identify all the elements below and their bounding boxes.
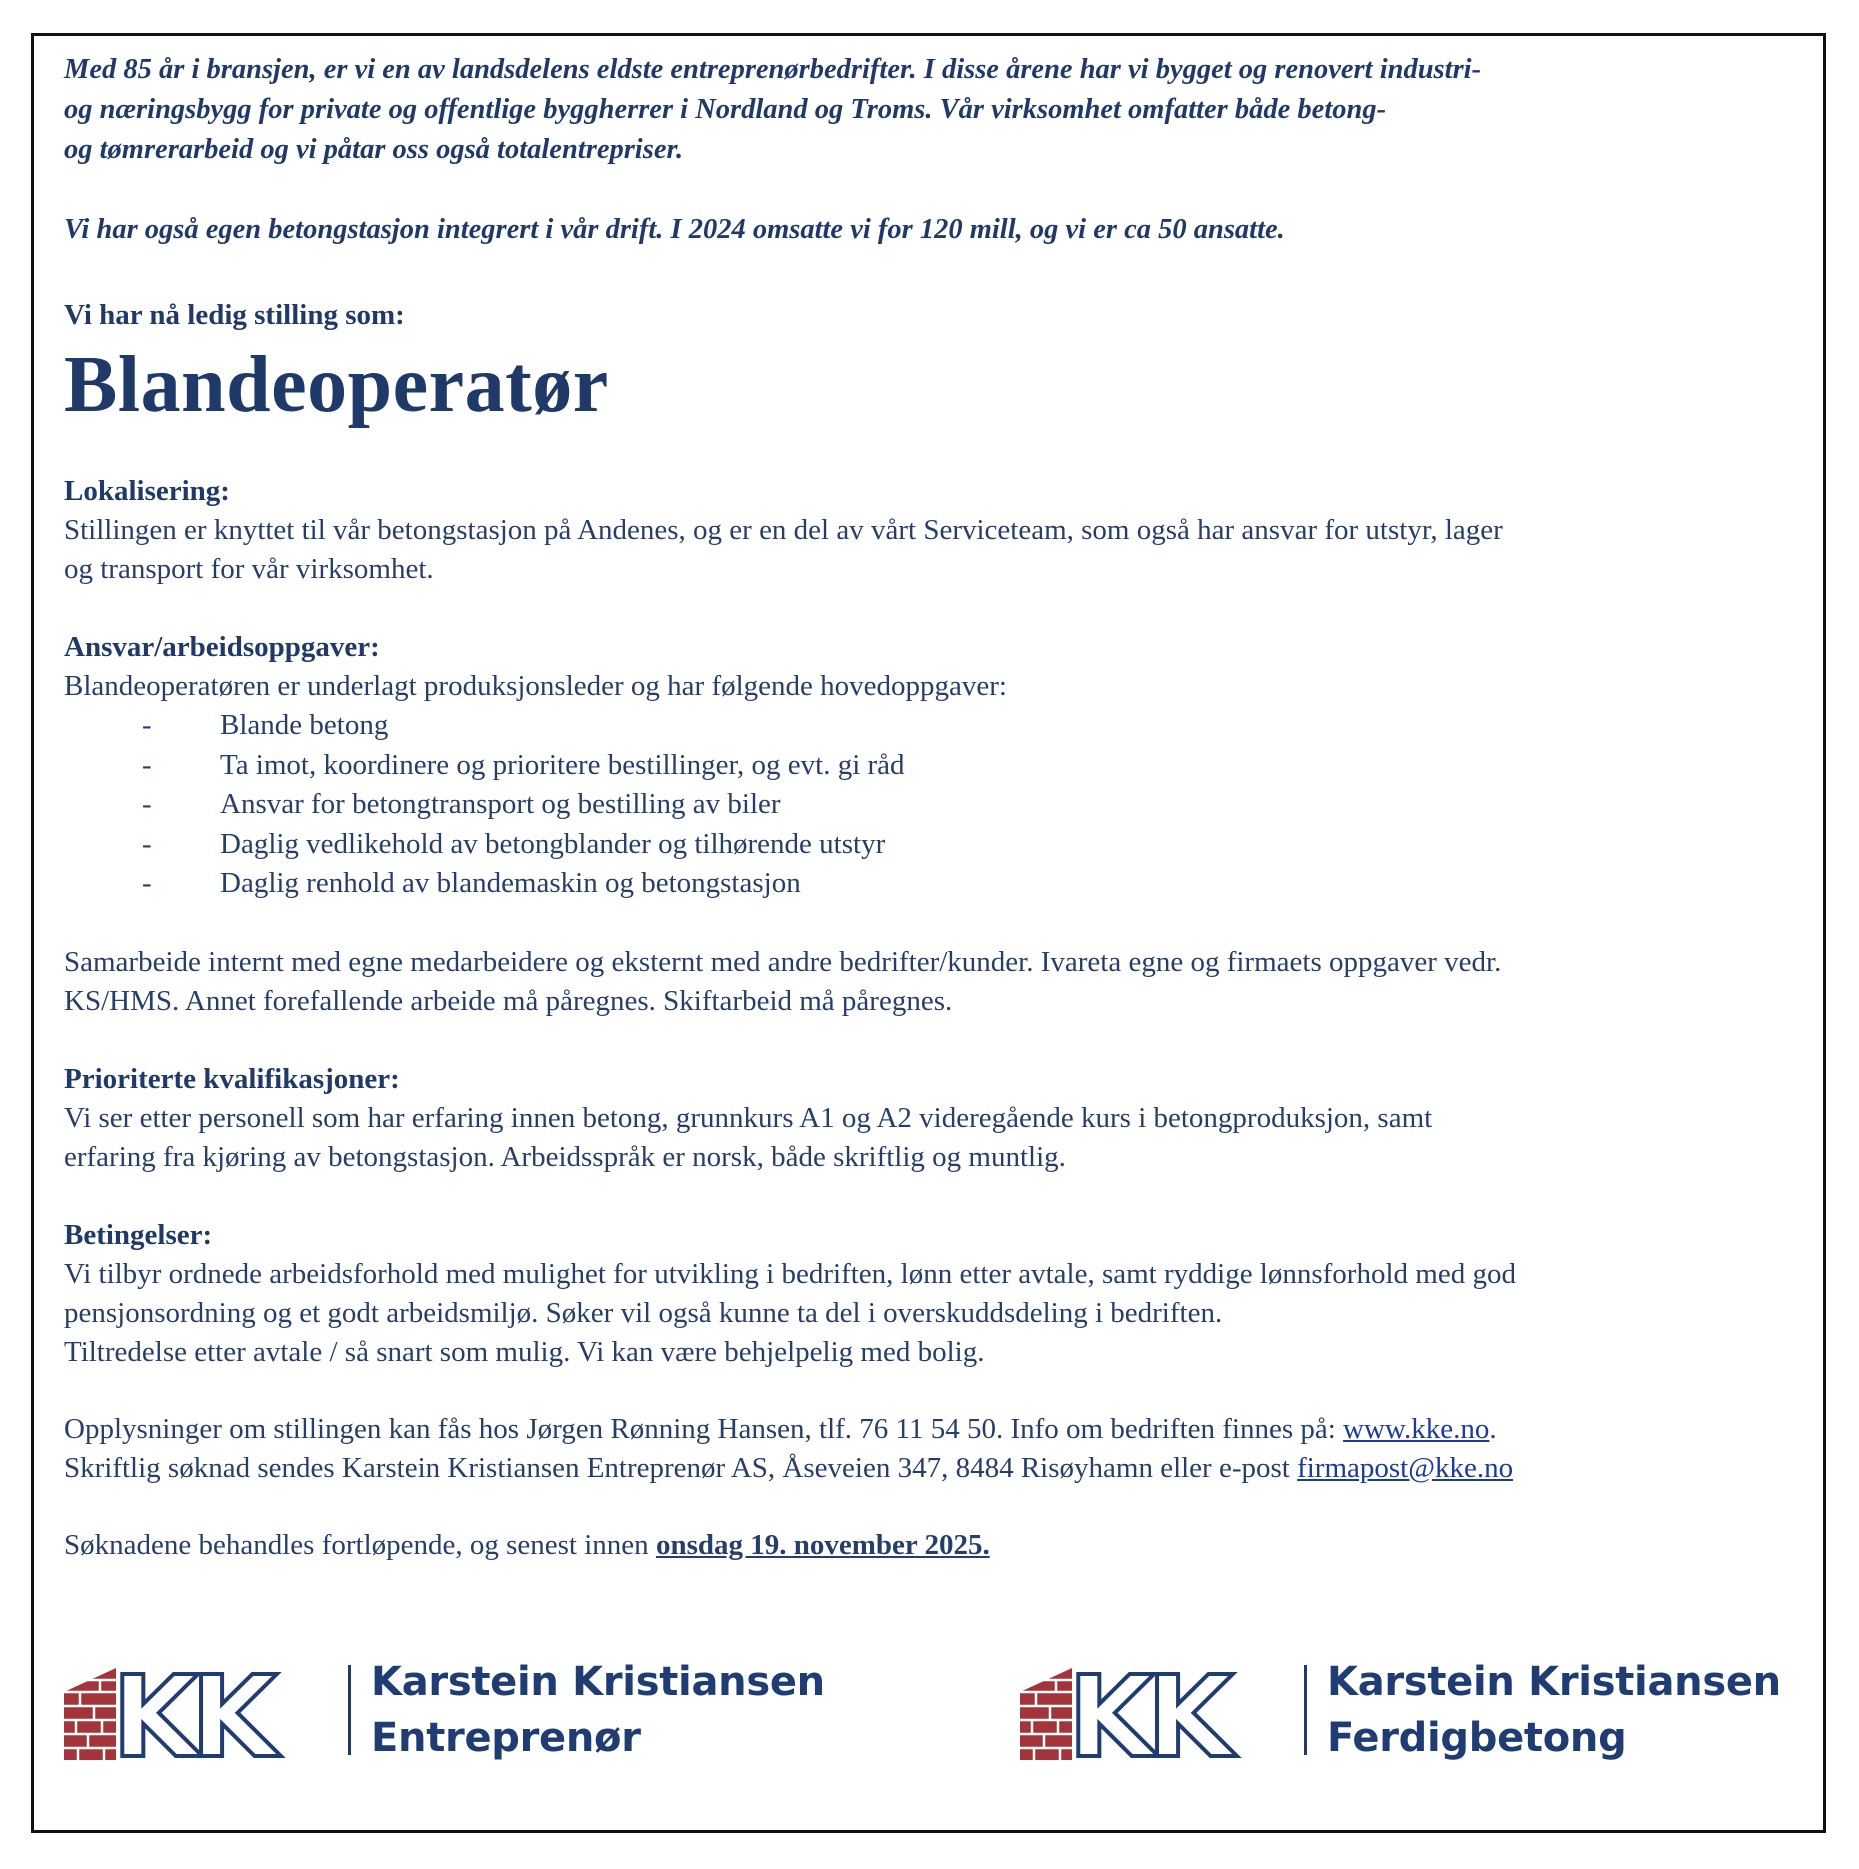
logo-text: [371, 1654, 825, 1766]
list-item: [64, 746, 1804, 786]
section-heading: Prioriterte kvalifikasjoner:: [64, 1062, 400, 1095]
paragraph-line: KS/HMS. Annet forefallende arbeide må påregnes. Skiftarbeid må påregnes.: [64, 984, 953, 1017]
section-heading: Ansvar/arbeidsoppgaver:: [64, 631, 380, 663]
advert-content: [64, 50, 1804, 1565]
section-ansvar: [64, 627, 1804, 904]
list-item-text: Ta imot, koordinere og prioritere bestillinger, og evt. gi råd: [220, 748, 905, 781]
paragraph-line: erfaring fra kjøring av betongstasjon. Arbeidsspråk er norsk, både skriftlig og muntlig.: [64, 1140, 1066, 1173]
kk-logo-letters: KK: [1068, 1660, 1226, 1760]
list-item: [64, 785, 1804, 825]
job-title: Blandeoperatør: [64, 341, 609, 429]
section-betingelser: [64, 1215, 1804, 1372]
logo-ferdigbetong: [1020, 1655, 1781, 1765]
section-samarbeid: [64, 943, 1804, 1021]
list-item-text: Daglig renhold av blandemaskin og betongstasjon: [220, 867, 801, 899]
email-link[interactable]: firmapost@kke.no: [1297, 1451, 1514, 1484]
bullet-dash: -: [142, 709, 152, 741]
list-item-text: Daglig vedlikehold av betongblander og tilhørende utstyr: [220, 827, 886, 860]
logo-divider: [1304, 1665, 1307, 1755]
lead-text: Vi har nå ledig stilling som:: [64, 299, 405, 331]
kk-brick-logo-icon: [1020, 1660, 1286, 1760]
logo-entreprenor: [64, 1655, 825, 1765]
kk-brick-logo-icon: [1020, 1660, 1286, 1760]
paragraph-line: Blandeoperatøren er underlagt produksjonsleder og har følgende hovedoppgaver:: [64, 670, 1007, 702]
deadline-line: [64, 1526, 1804, 1565]
contact-text: Skriftlig søknad sendes Karstein Kristiansen Entreprenør AS, Åseveien 347, 8484 Risøyhamn eller e-post: [64, 1451, 1298, 1484]
list-item: [64, 825, 1804, 865]
contact-line: [64, 1449, 1804, 1488]
section-heading: Lokalisering:: [64, 475, 230, 507]
list-item-text: Ansvar for betongtransport og bestilling av biler: [220, 788, 781, 820]
intro-line: og tømrerarbeid og vi påtar oss også totalentrepriser.: [64, 134, 684, 165]
section-heading: Betingelser:: [64, 1218, 213, 1251]
logo-company-name: Karstein Kristiansen: [1327, 1659, 1781, 1705]
contact-text: Opplysninger om stillingen kan fås hos Jørgen Rønning Hansen, tlf. 76 11 54 50. Info om bedriften finnes på:: [64, 1412, 1344, 1445]
kk-brick-logo-icon: [64, 1660, 330, 1760]
intro-line: Med 85 år i bransjen, er vi en av landsdelens eldste entreprenørbedrifter. I disse årene har vi bygget og renovert industri-: [64, 54, 1482, 85]
bullet-dash: -: [142, 788, 152, 820]
paragraph-line: Samarbeide internt med egne medarbeidere og eksternt med andre bedrifter/kunder. Ivareta egne og firmaets oppgaver vedr.: [64, 945, 1502, 978]
deadline-text: Søknadene behandles fortløpende, og senest innen: [64, 1528, 656, 1561]
section-deadline: [64, 1526, 1804, 1565]
section-contact: [64, 1410, 1804, 1488]
intro-line: og næringsbygg for private og offentlige byggherrer i Nordland og Troms. Vår virksomhet omfatter både betong-: [64, 94, 1387, 125]
bullet-dash: -: [142, 827, 152, 860]
logo-divider: [348, 1665, 351, 1755]
list-item: [64, 864, 1804, 904]
kk-brick-logo-icon: [64, 1660, 330, 1760]
list-item: [64, 706, 1804, 746]
list-item-text: Blande betong: [220, 709, 389, 741]
logo-company-name: Karstein Kristiansen: [371, 1659, 825, 1705]
bullet-dash: -: [142, 748, 152, 781]
intro-line: Vi har også egen betongstasjon integrert i vår drift. I 2024 omsatte vi for 120 mill, og vi er ca 50 ansatte.: [64, 214, 1285, 245]
section-kvalifikasjoner: [64, 1059, 1804, 1177]
website-link[interactable]: www.kke.no: [1343, 1412, 1490, 1445]
deadline-date: onsdag 19. november 2025.: [655, 1528, 990, 1561]
paragraph-line: og transport for vår virksomhet.: [64, 553, 434, 585]
task-list: [64, 706, 1804, 904]
section-lokalisering: [64, 471, 1804, 589]
logo-division-name: Entreprenør: [371, 1715, 641, 1761]
contact-line: [64, 1410, 1804, 1449]
logo-text: [1327, 1654, 1781, 1766]
paragraph-line: pensjonsordning og et godt arbeidsmiljø. Søker vil også kunne ta del i overskuddsdeling i bedriften.: [64, 1296, 1223, 1329]
logo-division-name: Ferdigbetong: [1327, 1715, 1627, 1761]
bullet-dash: -: [142, 867, 152, 899]
contact-text: .: [1489, 1412, 1497, 1445]
kk-logo-letters: KK: [112, 1660, 270, 1760]
paragraph-line: Vi tilbyr ordnede arbeidsforhold med mulighet for utvikling i bedriften, lønn etter avtale, samt ryddige lønnsforhold med god: [64, 1257, 1516, 1290]
paragraph-line: Tiltredelse etter avtale / så snart som mulig. Vi kan være behjelpelig med bolig.: [64, 1335, 985, 1368]
paragraph-line: Stillingen er knyttet til vår betongstasjon på Andenes, og er en del av vårt Serviceteam, som også har ansvar for utstyr, lager: [64, 514, 1503, 546]
paragraph-line: Vi ser etter personell som har erfaring innen betong, grunnkurs A1 og A2 videregående kurs i betongproduksjon, samt: [64, 1101, 1433, 1134]
